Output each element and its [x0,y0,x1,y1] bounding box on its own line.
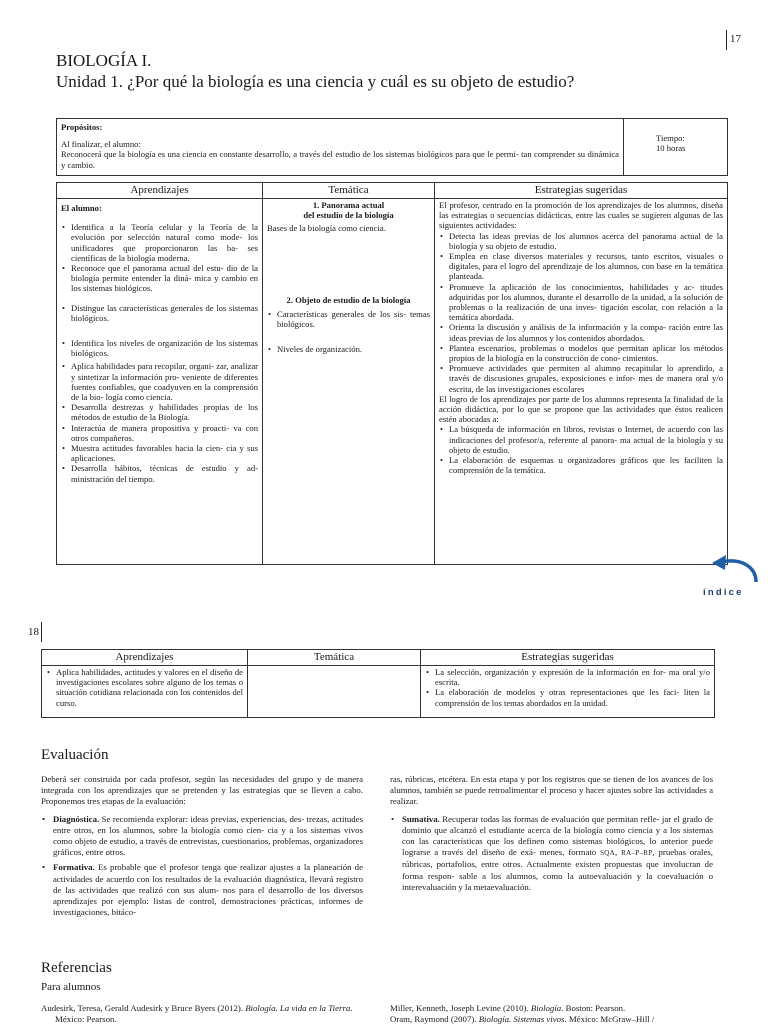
estrategia-item: • Detecta las ideas previas de los alumnos acerca del panorama actual de la biología y su objeto de estudio. [439,231,723,251]
aprendizaje-item: • Identifica a la Teoría celular y la Teoría de la evolución por selección natural como mode- los unificadores que proporcionaron las ba- ses científicas de la biología moderna. [61,222,258,263]
estrategia-item: • La elaboración de modelos y otras representaciones que les faci- liten la comprensión de los temas abordados en la unidad. [425,687,710,707]
estrategias-cell [435,199,728,565]
title-line-2: Unidad 1. ¿Por qué la biología es una ciencia y cuál es su objeto de estudio? [56,72,575,91]
references-subtitle: Para alumnos [41,981,101,993]
tematica-2-item: • Características generales de los sis- temas biológicos. [267,309,430,329]
document-title [56,50,746,92]
reference-book-title: Biología. Sistemas vivos [478,1014,565,1024]
return-arrow-icon [700,554,760,584]
page-number-rule-2 [41,622,42,642]
estrategias-intro: El profesor, centrado en la promoción de los aprendizajes de los alumnos, diseña las estrategias o secuencias didácticas, entre las cuales se sugieren algunas de las siguientes actividades: [439,200,723,231]
header-estrategias: Estrategias sugeridas [435,183,728,199]
aprendizajes-cell [57,199,263,565]
summative-text-a: Recuperar todas las formas de evaluación que permitan refle- jar el grado de dominio que alcanzó el estudiante acerca de la biología como ciencia y a los sistemas con las características que los definen como sistemas biológicos, lo anterior puede lograrse a través del diseño de exá- menes, formato [402,813,713,858]
tematica-cell-2 [248,666,421,718]
tematica-1-line-1: 1. Panorama actual [312,200,385,210]
summative-label: Sumativa. [402,813,440,824]
reference-authors: Audesirk, Teresa, Gerald Audesirk y Bruce Byers (2012). [41,1003,246,1013]
evaluation-summative [390,814,713,893]
page-number: 17 [730,33,741,45]
estrategia-item: • Promueve actividades que permiten al alumno recapitular lo aprendido, a través de discusiones grupales, exposiciones e infor- mes de manera oral y/o escrita, de las investigaciones escolares [439,363,723,394]
purpose-table [56,118,728,176]
time-value: 10 horas [656,143,686,154]
summative-sqa: SQA [600,849,616,858]
formative-text: Es probable que el profesor tenga que realizar ajustes a la planeación de actividades de acuerdo con los resultados de la evaluación diagnóstica, llevará registro de las actividades que realizó con sus alum- nos para el desarrollo de los diversos aprendizajes por ejemplo: listas de control, demostraciones prácticas, informes de investigaciones, bitáco- [53,862,363,918]
purpose-line-2: Reconocerá que la biología es una ciencia en constante desarrollo, a través del estudio de los sistemas biológicos para que le permi- tan comprender su dinámica y cambio. [61,149,619,170]
reference-publisher: . México: McGraw–Hill / [564,1014,655,1024]
aprendizaje-item: • Desarrolla destrezas y habilidades propias de los métodos de estudio de la Biología. [61,402,258,422]
evaluation-diagnostic [41,814,363,859]
unit-table-continued [41,649,715,718]
estrategia-item: • La selección, organización y expresión de la información en for- ma oral y/o escrita. [425,667,710,687]
index-link[interactable] [700,554,760,600]
estrategias-cell-2 [421,666,715,718]
reference-publisher: . México: Pearson. [55,1003,353,1024]
page-number-2: 18 [28,626,39,638]
reference-book-title: Biología. La vida en la Tierra [245,1003,351,1013]
aprendizaje-item: • Reconoce que el panorama actual del estu- dio de la biología permite entender la diná- mica y cambio en los sistemas biológicos. [61,263,258,294]
header-estrategias-2: Estrategias sugeridas [421,650,715,666]
title-line-1: BIOLOGÍA I. [56,51,152,70]
header-tematica-2: Temática [248,650,421,666]
reference-publisher: . Boston: Pearson. [561,1003,626,1013]
estrategia-item: • Emplea en clase diversos materiales y recursos, tanto escritos, visuales o digitales, para el logro del aprendizaje de los alumnos, con base en la temática planteada. [439,251,723,282]
reference-miller [390,1003,720,1014]
summative-sep: , [615,847,622,858]
estrategia-item: • Plantea escenarios, problemas o modelos que permitan aplicar los métodos propios de la biología en la construcción de cono- cimientos. [439,343,723,363]
formative-continuation: ras, rúbricas, etcétera. En esta etapa y por los registros que se tienen de los avances de los alumnos, también se puede retroalimentar el proceso y hacer ajustes sobre las actividades a realizar. [390,774,713,807]
estrategia-item: • Orienta la discusión y análisis de la información y la compa- ración entre las ideas previas de los alumnos y los contenidos abordados. [439,322,723,342]
aprendizaje-item: • Aplica habilidades, actitudes y valores en el diseño de investigaciones escolares sobre alguno de los temas o situación cotidiana relacionada con los contenidos del curso. [46,667,243,708]
tematica-cell [263,199,435,565]
unit-table [56,182,728,565]
estrategia-item: • Promueve la aplicación de los conocimientos, habilidades y ac- titudes adquiridas por los alumnos, durante el desarrollo de la unidad, a la solución de problemas o la realización de una inves- tigación escolar, con relación a la temática abordada. [439,282,723,323]
tematica-1-line-2: del estudio de la biología [303,210,394,221]
time-cell [624,119,728,176]
evaluation-right-column [390,774,713,897]
time-label: Tiempo: [656,133,685,143]
purpose-line-1: Al finalizar, el alumno: [61,139,141,150]
aprendizajes-cell-2 [42,666,248,718]
tematica-2-title: 2. Objeto de estudio de la biología [286,294,411,305]
page-number-rule [726,30,727,50]
reference-authors: Oram, Raymond (2007). [390,1014,479,1024]
tematica-1-item: Bases de la biología como ciencia. [267,223,386,234]
estrategia-item-2: • La búsqueda de información en libros, revistas o Internet, de acuerdo con las indicaciones del profesor/a, referente al panora- ma actual de la biología y su objeto de estudio. [439,424,723,455]
aprendizaje-item: • Desarrolla hábitos, técnicas de estudio y ad- ministración del tiempo. [61,463,258,483]
purpose-cell [57,119,624,176]
reference-oram [390,1014,720,1024]
aprendizaje-item: • Interactúa de manera propositiva y proacti- va con otros compañeros. [61,423,258,443]
formative-label: Formativa. [53,862,95,873]
header-tematica: Temática [263,183,435,199]
evaluation-title: Evaluación [41,747,109,763]
estrategia-item-2: • La elaboración de esquemas u organizadores gráficos que les faciliten la comprensión de la temática. [439,455,723,475]
aprendizaje-item: • Distingue las características generales de los sistemas biológicos. [61,303,258,323]
diagnostic-label: Diagnóstica. [53,813,100,824]
aprendizaje-item: • Muestra actitudes favorables hacia la cien- cia y sus aplicaciones. [61,443,258,463]
aprendizaje-item: • Identifica los niveles de organización de los sistemas biológicos. [61,338,258,358]
header-aprendizajes-2: Aprendizajes [42,650,248,666]
aprendizajes-intro: El alumno: [61,203,102,213]
summative-text-b: , pruebas orales, rúbricas, portafolios, entre otros. Actualmente existen propuestas que involucran de forma respon- sable a los alumnos, como la autoevaluación y la coevaluación o interevaluación y la metaevaluación. [402,847,713,892]
references-title: Referencias [41,960,112,976]
reference-audesirk [41,1003,366,1024]
index-label: índice [703,587,744,598]
evaluation-left-column [41,774,363,922]
header-aprendizajes: Aprendizajes [57,183,263,199]
summative-rapp: RA–P–RP [621,849,653,858]
tematica-2-item: • Niveles de organización. [267,344,430,354]
evaluation-intro: Deberá ser construida por cada profesor, según las necesidades del grupo y de manera integrada con los aprendizajes que se pretenden y las estrategias que se lleven a cabo. Proponemos tres etapas de la evaluación: [41,774,363,807]
estrategias-middle: El logro de los aprendizajes por parte de los alumnos representa la finalidad de la acción didáctica, por lo que se propone que las actividades que éstos realicen estén abocadas a: [439,393,723,425]
reference-authors: Miller, Kenneth, Joseph Levine (2010). [390,1003,531,1013]
purpose-label: Propósitos: [61,122,103,132]
evaluation-formative [41,862,363,918]
diagnostic-text: Se recomienda explorar: ideas previas, experiencias, des- trezas, actitudes entre otros, en los alumnos, sobre la biología como cien- cia y a los sistemas vivos como objeto de estudio, a través de entrevistas, cuestionarios, problemas, organizadores gráficos, entre otros. [53,813,363,858]
reference-book-title: Biología [530,1003,562,1013]
aprendizaje-item: • Aplica habilidades para recopilar, organi- zar, analizar y sintetizar la información pro- veniente de diferentes fuentes confiables, que coadyuven en la comprensión de la bio- logía como ciencia. [61,361,258,402]
